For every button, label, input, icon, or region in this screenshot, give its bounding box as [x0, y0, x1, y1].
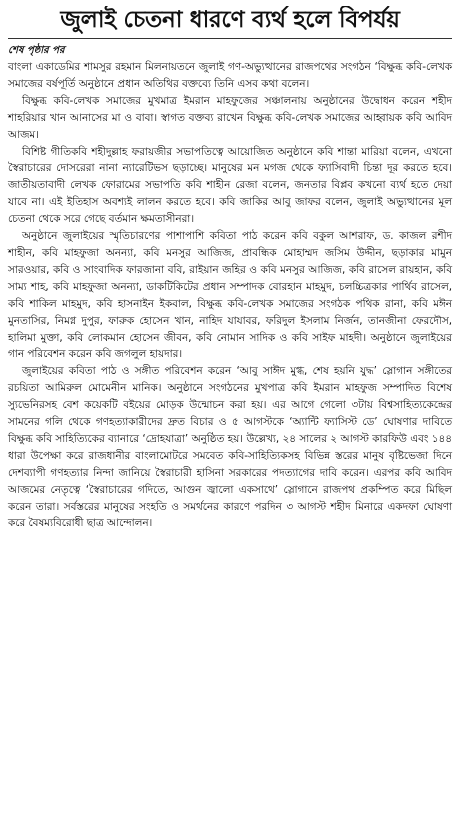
- paragraph: বিক্ষুব্ধ কবি-লেখক সমাজের মুখমাত্র ইমরান মাহফুজের সঞ্চালনায় অনুষ্ঠানের উদ্বোধন করেন শহীদ শাহরিয়ার খান আনাসের মা ও বাবা। স্বাগত বক্তব্য রাখেন বিক্ষুব্ধ কবি-লেখক সমাজের আহ্বায়ক কবি আবিদ আজম।: [8, 94, 452, 141]
- headline: জুলাই চেতনা ধারণে ব্যর্থ হলে বিপর্যয়: [8, 6, 452, 39]
- continued-from-label: শেষ পৃষ্ঠার পর: [8, 45, 65, 56]
- paragraph: বিশিষ্ট গীতিকবি শহীদুল্লাহ ফরায়জীর সভাপতিত্বে আয়োজিত অনুষ্ঠানে কবি শান্তা মারিয়া বলেন, এখনো স্বৈরাচারের দোসরেরা নানা ন্যারেটিভস ছড়াচ্ছে। মানুষের মন মগজ থেকে ফ্যাসিবাদী চিন্তা দূর করতে হবে। জাতীয়তাবাদী লেখক ফোরামের সভাপতি কবি শাহীন রেজা বলেন, জনতার বিপ্লব কখনো ব্যর্থ হতে দেয়া যাবে না। এই ইতিহাস অবশ্যই লালন করতে হবে। কবি জাকির আবু জাফর বলেন, জুলাই অভ্যুত্থানের মূল চেতনা থেকে সরে গেছে বর্তমান ক্ষমতাসীনরা।: [8, 145, 452, 226]
- paragraph: জুলাইয়ের কবিতা পাঠ ও সঙ্গীত পরিবেশন করেন ‘আবু সাঈদ মুগ্ধ, শেষ হয়নি যুদ্ধ’ স্লোগান সঙ্গীতের রচয়িতা আমিরুল মোমেনীন মানিক। অনুষ্ঠানে সংগঠনের মুখপাত্র কবি ইমরান মাহফুজ সম্পাদিত বিশেষ স্যুভেনিরসহ বেশ কয়েকটি বইয়ের মোড়ক উন্মোচন করা হয়। এর আগে গেলো ৩টায় বিশ্বসাহিত্যকেন্দ্রের সামনের গলি থেকে গণহত্যাকারীদের দ্রুত বিচার ও ৫ আগস্টকে ‘অ্যান্টি ফ্যাসিস্ট ডে’ ঘোষণার দাবিতে বিক্ষুব্ধ কবি সাহিত্যিকের ব্যানারে ‘দ্রোহযাত্রা’ অনুষ্ঠিত হয়। উল্লেখ্য, ২৪ সালের ২ আগস্ট কারফিউ এবং ১৪৪ ধারা উপেক্ষা করে রাজধানীর বাংলামোটরে সমবেত কবি-সাহিত্যিকসহ বিভিন্ন স্তরের মানুষ বৃষ্টিভেজা দিনে দেশব্যাপী গণহত্যার নিন্দা জানিয়ে স্বৈরাচারী হাসিনা সরকারের পদত্যাগের দাবি করেন। এরপর কবি আবিদ আজমের নেতৃত্বে ‘স্বৈরাচারের গদিতে, আগুন জ্বালো একসাথে’ স্লোগানে রাজপথ প্রকম্পিত করে মিছিল করেন তারা। সর্বস্তরের মানুষের সংহতি ও সমর্থনের কারণে পরদিন ৩ আগস্ট শহীদ মিনারে একদফা ঘোষণা করে বৈষম্যবিরোধী ছাত্র আন্দোলন।: [8, 365, 452, 530]
- paragraph: অনুষ্ঠানে জুলাইয়ের স্মৃতিচারণের পাশাপাশি কবিতা পাঠ করেন কবি বকুল আশরাফ, ড. কাজল রশীদ শাহীন, কবি মাহফুজা অনন্যা, কবি মনসুর আজিজ, প্রাবন্ধিক মোহাম্মদ জসিম উদ্দীন, ছড়াকার মামুন সারওয়ার, কবি ও সাংবাদিক ফারজানা ববি, রাইয়ান জহির ও কবি মনসুর আজিজ, কবি রাসেল রায়হান, কবি সাম্য শাহ, কবি মাহফুজা অনন্যা, ডাকটিকিটের প্রধান সম্পাদক বোরহান মাহমুদ, চলচ্চিত্রকার পার্থিব রাসেল, কবি শাকিল মাহমুদ, কবি হাসনাইন ইকবাল, বিক্ষুব্ধ কবি-লেখক সমাজের সংগঠক পথিক রানা, কবি মঈন মুনতাসির, নিমগ্ন দুপুর, ফারুক হোসেন খান, নাহিদ যাযাবর, ফরিদুল ইসলাম নির্জন, তানজীনা ফেরদৌস, হালিমা মুক্তা, কবি লোকমান হোসেন জীবন, কবি নোমান সাদিক ও কবি সাইফ মাহদী। অনুষ্ঠানে জুলাইয়ের গান পরিবেশন করেন কবি জগলুল হায়দার।: [8, 230, 452, 361]
- article-body: [8, 59, 452, 532]
- paragraph: বাংলা একাডেমির শামসুর রহমান মিলনায়তনে জুলাই গণ-অভ্যুত্থানের রাজপথের সংগঠন ‘বিক্ষুব্ধ কবি-লেখক সমাজের বর্ষপূর্তি অনুষ্ঠানে প্রধান অতিথির বক্তব্যে তিনি এসব কথা বলেন।: [8, 61, 452, 90]
